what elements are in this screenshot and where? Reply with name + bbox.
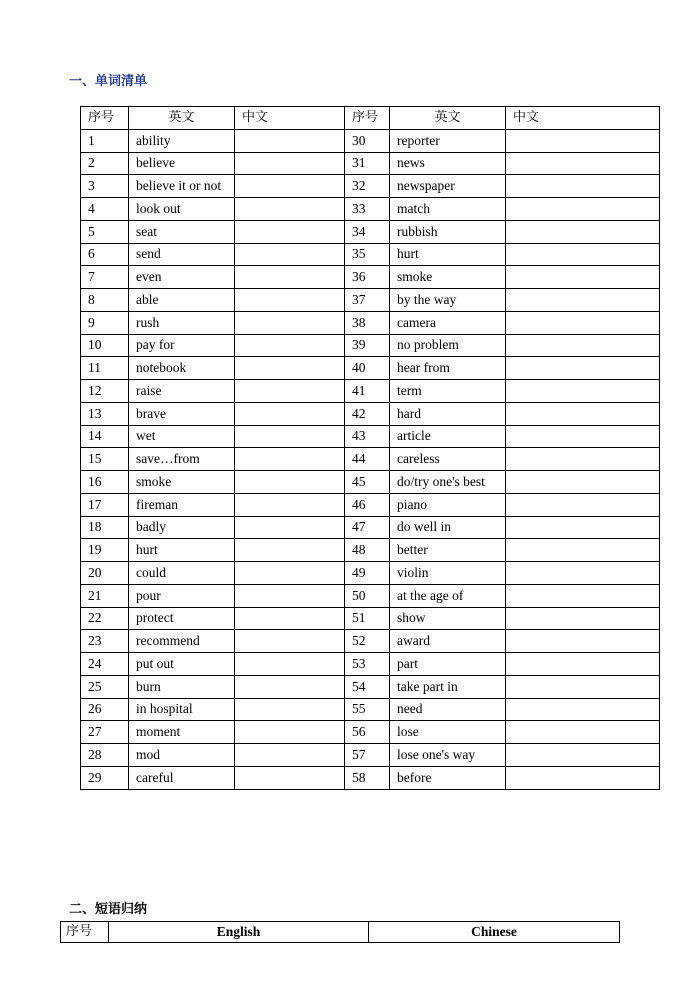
- number-cell: 22: [81, 607, 129, 630]
- english-word-cell: could: [129, 562, 235, 585]
- number-cell: 36: [345, 266, 390, 289]
- table-row: [81, 311, 660, 334]
- english-word-cell: piano: [390, 493, 506, 516]
- english-word-cell: burn: [129, 675, 235, 698]
- number-cell: 17: [81, 493, 129, 516]
- number-cell: 42: [345, 402, 390, 425]
- number-cell: 47: [345, 516, 390, 539]
- english-word-cell: ability: [129, 129, 235, 152]
- english-word-cell: lose: [390, 721, 506, 744]
- chinese-answer-cell[interactable]: [235, 175, 345, 198]
- chinese-answer-cell[interactable]: [506, 766, 660, 789]
- table-row: [81, 539, 660, 562]
- number-cell: 54: [345, 675, 390, 698]
- chinese-answer-cell[interactable]: [506, 448, 660, 471]
- chinese-answer-cell[interactable]: [506, 357, 660, 380]
- chinese-answer-cell[interactable]: [235, 744, 345, 767]
- number-cell: 30: [345, 129, 390, 152]
- header-chinese: 中文: [235, 107, 345, 130]
- number-cell: 39: [345, 334, 390, 357]
- english-word-cell: careless: [390, 448, 506, 471]
- section-title-word-list: 一、单词清单: [69, 74, 148, 89]
- chinese-answer-cell[interactable]: [506, 539, 660, 562]
- chinese-answer-cell[interactable]: [235, 311, 345, 334]
- number-cell: 9: [81, 311, 129, 334]
- number-cell: 34: [345, 220, 390, 243]
- table-row: [81, 152, 660, 175]
- table-row: [81, 744, 660, 767]
- english-word-cell: notebook: [129, 357, 235, 380]
- english-word-cell: term: [390, 380, 506, 403]
- number-cell: 51: [345, 607, 390, 630]
- english-word-cell: save…from: [129, 448, 235, 471]
- table-row: [81, 448, 660, 471]
- chinese-answer-cell[interactable]: [506, 129, 660, 152]
- chinese-answer-cell[interactable]: [235, 357, 345, 380]
- table-row: [81, 630, 660, 653]
- chinese-answer-cell[interactable]: [506, 584, 660, 607]
- chinese-answer-cell[interactable]: [235, 653, 345, 676]
- number-cell: 21: [81, 584, 129, 607]
- english-word-cell: put out: [129, 653, 235, 676]
- english-word-cell: by the way: [390, 289, 506, 312]
- english-word-cell: camera: [390, 311, 506, 334]
- number-cell: 24: [81, 653, 129, 676]
- english-word-cell: careful: [129, 766, 235, 789]
- number-cell: 40: [345, 357, 390, 380]
- number-cell: 53: [345, 653, 390, 676]
- chinese-answer-cell[interactable]: [235, 334, 345, 357]
- chinese-answer-cell[interactable]: [235, 129, 345, 152]
- number-cell: 37: [345, 289, 390, 312]
- chinese-answer-cell[interactable]: [235, 721, 345, 744]
- number-cell: 46: [345, 493, 390, 516]
- number-cell: 58: [345, 766, 390, 789]
- english-word-cell: reporter: [390, 129, 506, 152]
- table-row: [81, 243, 660, 266]
- number-cell: 57: [345, 744, 390, 767]
- chinese-answer-cell[interactable]: [506, 198, 660, 221]
- header-number: 序号: [345, 107, 390, 130]
- table-row: [81, 471, 660, 494]
- english-word-cell: even: [129, 266, 235, 289]
- english-word-cell: news: [390, 152, 506, 175]
- english-word-cell: hurt: [129, 539, 235, 562]
- table-row: [81, 766, 660, 789]
- number-cell: 13: [81, 402, 129, 425]
- table-row: [81, 721, 660, 744]
- number-cell: 15: [81, 448, 129, 471]
- english-word-cell: smoke: [129, 471, 235, 494]
- chinese-answer-cell[interactable]: [235, 266, 345, 289]
- table-row: [81, 675, 660, 698]
- chinese-answer-cell[interactable]: [506, 266, 660, 289]
- chinese-answer-cell[interactable]: [506, 744, 660, 767]
- chinese-answer-cell[interactable]: [506, 402, 660, 425]
- header-chinese: Chinese: [369, 922, 620, 943]
- table-row: [81, 220, 660, 243]
- table-row: [81, 425, 660, 448]
- number-cell: 4: [81, 198, 129, 221]
- chinese-answer-cell[interactable]: [235, 448, 345, 471]
- english-word-cell: in hospital: [129, 698, 235, 721]
- chinese-answer-cell[interactable]: [506, 471, 660, 494]
- english-word-cell: hard: [390, 402, 506, 425]
- number-cell: 43: [345, 425, 390, 448]
- english-word-cell: do/try one's best: [390, 471, 506, 494]
- table-row: [81, 289, 660, 312]
- chinese-answer-cell[interactable]: [506, 220, 660, 243]
- number-cell: 45: [345, 471, 390, 494]
- vocabulary-table: [80, 106, 660, 790]
- number-cell: 41: [345, 380, 390, 403]
- number-cell: 20: [81, 562, 129, 585]
- english-word-cell: need: [390, 698, 506, 721]
- chinese-answer-cell[interactable]: [506, 562, 660, 585]
- header-english: 英文: [129, 107, 235, 130]
- english-word-cell: lose one's way: [390, 744, 506, 767]
- english-word-cell: seat: [129, 220, 235, 243]
- table-row: [81, 357, 660, 380]
- number-cell: 6: [81, 243, 129, 266]
- english-word-cell: better: [390, 539, 506, 562]
- english-word-cell: fireman: [129, 493, 235, 516]
- table-row: [81, 653, 660, 676]
- number-cell: 19: [81, 539, 129, 562]
- chinese-answer-cell[interactable]: [235, 630, 345, 653]
- english-word-cell: match: [390, 198, 506, 221]
- table-row: [81, 584, 660, 607]
- chinese-answer-cell[interactable]: [506, 493, 660, 516]
- english-word-cell: take part in: [390, 675, 506, 698]
- table-row: [81, 493, 660, 516]
- english-word-cell: no problem: [390, 334, 506, 357]
- number-cell: 55: [345, 698, 390, 721]
- english-word-cell: raise: [129, 380, 235, 403]
- english-word-cell: hurt: [390, 243, 506, 266]
- header-number: 序号: [81, 107, 129, 130]
- number-cell: 8: [81, 289, 129, 312]
- number-cell: 10: [81, 334, 129, 357]
- chinese-answer-cell[interactable]: [506, 334, 660, 357]
- chinese-answer-cell[interactable]: [235, 493, 345, 516]
- table-header-row: [81, 107, 660, 130]
- chinese-answer-cell[interactable]: [235, 516, 345, 539]
- chinese-answer-cell[interactable]: [235, 220, 345, 243]
- english-word-cell: look out: [129, 198, 235, 221]
- chinese-answer-cell[interactable]: [235, 471, 345, 494]
- chinese-answer-cell[interactable]: [235, 607, 345, 630]
- number-cell: 52: [345, 630, 390, 653]
- chinese-answer-cell[interactable]: [506, 675, 660, 698]
- number-cell: 28: [81, 744, 129, 767]
- english-word-cell: able: [129, 289, 235, 312]
- english-word-cell: rubbish: [390, 220, 506, 243]
- chinese-answer-cell[interactable]: [235, 152, 345, 175]
- table-row: [81, 198, 660, 221]
- table-header-row: [61, 922, 620, 943]
- chinese-answer-cell[interactable]: [506, 721, 660, 744]
- table-row: [81, 698, 660, 721]
- english-word-cell: badly: [129, 516, 235, 539]
- number-cell: 29: [81, 766, 129, 789]
- chinese-answer-cell[interactable]: [235, 289, 345, 312]
- header-english: 英文: [390, 107, 506, 130]
- chinese-answer-cell[interactable]: [235, 562, 345, 585]
- table-row: [81, 380, 660, 403]
- table-row: [81, 607, 660, 630]
- chinese-answer-cell[interactable]: [235, 243, 345, 266]
- number-cell: 23: [81, 630, 129, 653]
- number-cell: 33: [345, 198, 390, 221]
- number-cell: 25: [81, 675, 129, 698]
- number-cell: 31: [345, 152, 390, 175]
- chinese-answer-cell[interactable]: [506, 175, 660, 198]
- table-row: [81, 516, 660, 539]
- english-word-cell: article: [390, 425, 506, 448]
- english-word-cell: before: [390, 766, 506, 789]
- chinese-answer-cell[interactable]: [506, 425, 660, 448]
- english-word-cell: rush: [129, 311, 235, 334]
- chinese-answer-cell[interactable]: [506, 152, 660, 175]
- english-word-cell: do well in: [390, 516, 506, 539]
- number-cell: 50: [345, 584, 390, 607]
- number-cell: 11: [81, 357, 129, 380]
- number-cell: 2: [81, 152, 129, 175]
- number-cell: 38: [345, 311, 390, 334]
- chinese-answer-cell[interactable]: [506, 311, 660, 334]
- number-cell: 14: [81, 425, 129, 448]
- chinese-answer-cell[interactable]: [235, 402, 345, 425]
- chinese-answer-cell[interactable]: [506, 653, 660, 676]
- chinese-answer-cell[interactable]: [235, 675, 345, 698]
- number-cell: 18: [81, 516, 129, 539]
- english-word-cell: moment: [129, 721, 235, 744]
- english-word-cell: violin: [390, 562, 506, 585]
- number-cell: 1: [81, 129, 129, 152]
- table-row: [81, 266, 660, 289]
- english-word-cell: believe it or not: [129, 175, 235, 198]
- english-word-cell: hear from: [390, 357, 506, 380]
- english-word-cell: brave: [129, 402, 235, 425]
- english-word-cell: at the age of: [390, 584, 506, 607]
- chinese-answer-cell[interactable]: [506, 607, 660, 630]
- english-word-cell: show: [390, 607, 506, 630]
- chinese-answer-cell[interactable]: [235, 198, 345, 221]
- number-cell: 27: [81, 721, 129, 744]
- header-number: 序号: [61, 922, 109, 943]
- table-row: [81, 175, 660, 198]
- english-word-cell: pay for: [129, 334, 235, 357]
- phrase-table: [60, 921, 620, 943]
- english-word-cell: smoke: [390, 266, 506, 289]
- table-row: [81, 334, 660, 357]
- number-cell: 26: [81, 698, 129, 721]
- english-word-cell: award: [390, 630, 506, 653]
- header-english: English: [109, 922, 369, 943]
- english-word-cell: newspaper: [390, 175, 506, 198]
- english-word-cell: send: [129, 243, 235, 266]
- english-word-cell: recommend: [129, 630, 235, 653]
- number-cell: 7: [81, 266, 129, 289]
- chinese-answer-cell[interactable]: [235, 539, 345, 562]
- english-word-cell: pour: [129, 584, 235, 607]
- number-cell: 49: [345, 562, 390, 585]
- chinese-answer-cell[interactable]: [506, 698, 660, 721]
- chinese-answer-cell[interactable]: [506, 289, 660, 312]
- english-word-cell: believe: [129, 152, 235, 175]
- chinese-answer-cell[interactable]: [506, 380, 660, 403]
- table-row: [81, 129, 660, 152]
- chinese-answer-cell[interactable]: [235, 380, 345, 403]
- english-word-cell: part: [390, 653, 506, 676]
- header-chinese: 中文: [506, 107, 660, 130]
- number-cell: 16: [81, 471, 129, 494]
- number-cell: 12: [81, 380, 129, 403]
- table-row: [81, 562, 660, 585]
- chinese-answer-cell[interactable]: [235, 766, 345, 789]
- section-title-phrase-summary: 二、短语归纳: [69, 902, 148, 917]
- number-cell: 56: [345, 721, 390, 744]
- chinese-answer-cell[interactable]: [506, 243, 660, 266]
- chinese-answer-cell[interactable]: [235, 584, 345, 607]
- chinese-answer-cell[interactable]: [235, 698, 345, 721]
- number-cell: 32: [345, 175, 390, 198]
- number-cell: 5: [81, 220, 129, 243]
- chinese-answer-cell[interactable]: [506, 630, 660, 653]
- english-word-cell: mod: [129, 744, 235, 767]
- number-cell: 44: [345, 448, 390, 471]
- number-cell: 3: [81, 175, 129, 198]
- table-row: [81, 402, 660, 425]
- english-word-cell: protect: [129, 607, 235, 630]
- number-cell: 48: [345, 539, 390, 562]
- number-cell: 35: [345, 243, 390, 266]
- english-word-cell: wet: [129, 425, 235, 448]
- chinese-answer-cell[interactable]: [506, 516, 660, 539]
- chinese-answer-cell[interactable]: [235, 425, 345, 448]
